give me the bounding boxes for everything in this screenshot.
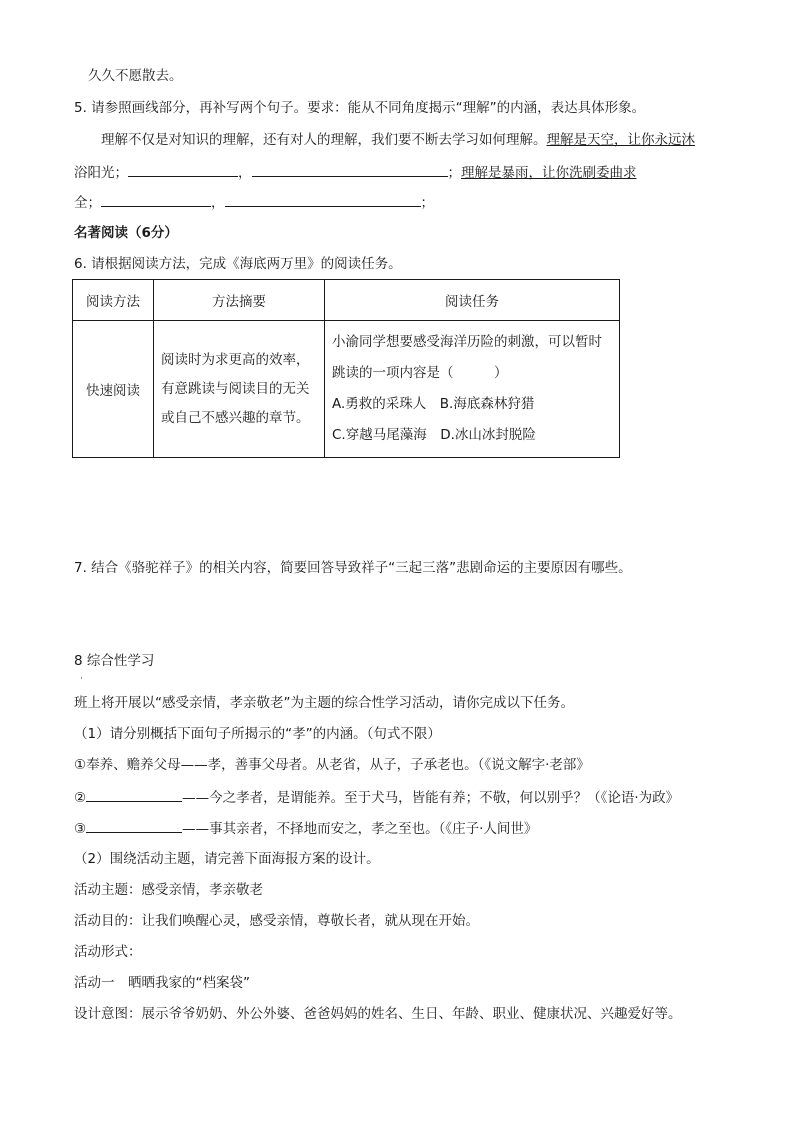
- q5-text: ；: [447, 165, 461, 181]
- q5-text: 浴阳光；: [74, 165, 128, 181]
- table-header: 阅读方法: [73, 280, 154, 321]
- activity-form: 活动形式：: [74, 944, 142, 960]
- question-7: 7. 结合《骆驼祥子》的相关内容，简要回答导致祥子“三起三落”悲剧命运的主要原因有哪些。: [74, 560, 632, 576]
- q5-paragraph-line-1: [101, 130, 695, 150]
- method-cell: 快速阅读: [73, 321, 154, 458]
- q5-paragraph-line-3: [74, 192, 434, 213]
- task-option[interactable]: C.穿越马尾藻海 D.冰山冰封脱险: [332, 427, 536, 443]
- answer-blank[interactable]: [86, 818, 182, 833]
- answer-blank[interactable]: [225, 192, 421, 207]
- activity-goal: 活动目的：让我们唤醒心灵，感受亲情，尊敬长者，就从现在开始。: [74, 913, 479, 929]
- q8-task-1: （1）请分别概括下面句子所揭示的“孝”的内涵。（句式不限）: [74, 726, 441, 742]
- task-line: 跳读的一项内容是（ ）: [332, 365, 508, 381]
- summary-cell: [154, 321, 325, 458]
- answer-blank[interactable]: [128, 162, 238, 177]
- q8-text: ——今之孝者，是谓能养。至于犬马，皆能有养；不敬，何以别乎？（《论语·为政》: [182, 790, 680, 806]
- summary-line: 阅读时为求更高的效率，: [161, 351, 310, 368]
- q5-text: ，: [211, 195, 225, 211]
- q5-paragraph-line-2: [74, 162, 637, 183]
- answer-blank[interactable]: [86, 787, 182, 802]
- activity-theme: 活动主题：感受亲情，孝亲敬老: [74, 882, 263, 898]
- q5-text: ，: [238, 165, 252, 181]
- q8-text: ③: [74, 821, 87, 837]
- q8-line-b: [74, 787, 679, 808]
- q5-underlined-example: 理解是暴雨，让你洗刷委曲求: [461, 165, 637, 181]
- q8-line-a: ①奉养、赡养父母——孝，善事父母者。从老省，从子，子承老也。（《说文解字·老部》: [74, 757, 590, 773]
- answer-blank[interactable]: [101, 192, 211, 207]
- stray-dot: ·: [80, 674, 83, 684]
- q5-underlined-example: 理解是天空，让你永远沐: [546, 132, 695, 148]
- q8-task-2: （2）围绕活动主题，请完善下面海报方案的设计。: [74, 851, 380, 867]
- q8-text: ——事其亲者，不择地而安之，孝之至也。（《庄子·人间世》: [182, 821, 538, 837]
- design-intent: 设计意图：展示爷爷奶奶、外公外婆、爸爸妈妈的姓名、生日、年龄、职业、健康状况、兴趣爱好等。: [74, 1006, 682, 1022]
- q8-text: ②: [74, 790, 87, 806]
- answer-blank[interactable]: [252, 162, 448, 177]
- reading-task-table: [72, 279, 620, 458]
- table-header: 方法摘要: [154, 280, 325, 321]
- table-header: 阅读任务: [325, 280, 620, 321]
- q8-intro: 班上将开展以“感受亲情，孝亲敬老”为主题的综合性学习活动，请你完成以下任务。: [74, 695, 574, 711]
- text-line: 久久不愿散去。: [88, 68, 183, 84]
- summary-line: 有意跳读与阅读目的无关: [161, 380, 310, 397]
- q5-text: ；: [420, 195, 434, 211]
- q5-text: 全；: [74, 195, 101, 211]
- question-8: 8 综合性学习: [74, 653, 155, 669]
- task-cell: [325, 321, 620, 458]
- table-header-row: [73, 280, 620, 321]
- section-heading: 名著阅读（6分）: [74, 225, 178, 241]
- question-6: 6. 请根据阅读方法，完成《海底两万里》的阅读任务。: [74, 256, 402, 272]
- q8-line-c: [74, 818, 537, 839]
- q5-text: 理解不仅是对知识的理解，还有对人的理解，我们要不断去学习如何理解。: [101, 132, 547, 148]
- task-line: 小渝同学想要感受海洋历险的刺激，可以暂时: [332, 334, 602, 350]
- question-5: 5. 请参照画线部分，再补写两个句子。要求：能从不同角度揭示“理解”的内涵，表达具体形象。: [74, 100, 646, 116]
- table-row: [73, 321, 620, 458]
- activity-one: 活动一 晒晒我家的“档案袋”: [74, 975, 250, 991]
- task-option[interactable]: A.勇救的采珠人 B.海底森林狩猎: [332, 396, 535, 412]
- summary-line: 或自己不感兴趣的章节。: [161, 409, 310, 426]
